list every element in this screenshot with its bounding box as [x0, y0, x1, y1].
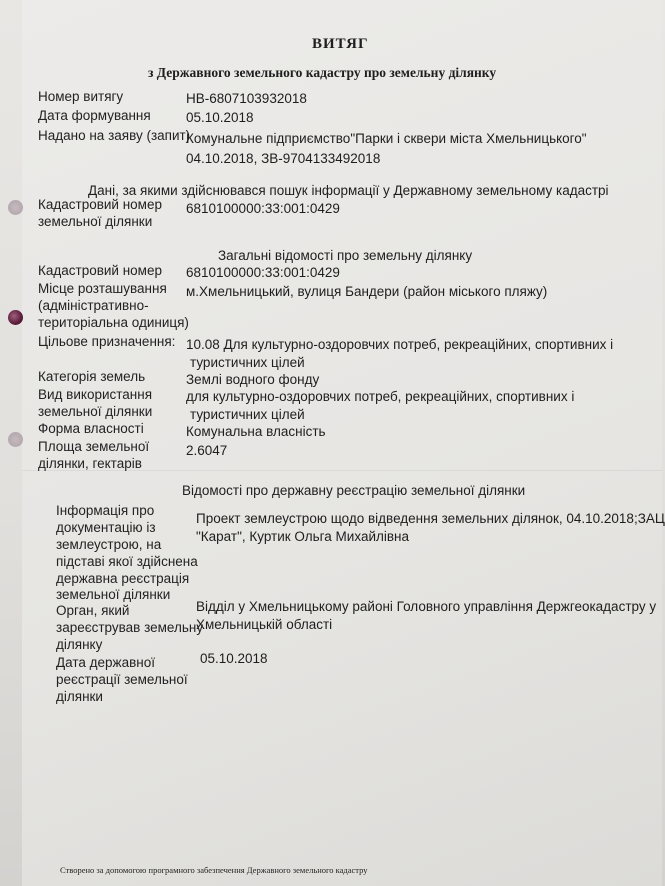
- doc-label-1: Інформація про: [56, 503, 155, 518]
- punch-hole-upper: [8, 200, 23, 215]
- extract-number-value: НВ-6807103932018: [186, 91, 307, 106]
- doc-label-3: землеустрою, на: [56, 537, 162, 552]
- location-label-1: Місце розташування: [38, 281, 167, 296]
- search-cadastral-label-2: земельної ділянки: [38, 214, 153, 229]
- land-category-label: Категорія земель: [38, 369, 146, 384]
- land-use-label-2: земельної ділянки: [38, 404, 153, 419]
- purpose-value-1: 10.08 Для культурно-оздоровчих потреб, рекреаційних, спортивних і: [186, 337, 614, 352]
- cadastral-number-value: 6810100000:33:001:0429: [186, 265, 340, 280]
- extract-number-label: Номер витягу: [38, 89, 124, 104]
- doc-value-1: Проект землеустрою щодо відведення земельних ділянок, 04.10.2018;ЗАЦ: [196, 511, 665, 526]
- general-heading: Загальні відомості про земельну ділянку: [218, 248, 473, 263]
- organ-label-2: зареєстрував земельну: [56, 620, 204, 635]
- ownership-label: Форма власності: [38, 421, 144, 436]
- organ-label-1: Орган, який: [56, 603, 130, 618]
- purpose-value-2: туристичних цілей: [190, 355, 305, 370]
- reg-date-label-2: реєстрації земельної: [56, 672, 188, 687]
- reg-date-label-1: Дата державної: [56, 655, 155, 670]
- punch-hole-middle: [8, 310, 23, 325]
- location-value: м.Хмельницький, вулиця Бандери (район міського пляжу): [186, 284, 548, 299]
- request-value: Комунальне підприємство"Парки і сквери міста Хмельницького": [186, 131, 587, 146]
- organ-value-2: Хмельницькій області: [196, 617, 333, 632]
- location-label-2: (адміністративно-: [38, 298, 149, 313]
- reg-date-value: 05.10.2018: [200, 651, 268, 666]
- ownership-value: Комунальна власність: [186, 424, 326, 439]
- punch-hole-lower: [8, 432, 23, 447]
- search-heading: Дані, за якими здійснювався пошук інформації у Державному земельному кадастрі: [88, 183, 609, 198]
- organ-label-3: ділянку: [56, 637, 103, 652]
- search-cadastral-label-1: Кадастровий номер: [38, 197, 162, 212]
- document-subtitle: з Державного земельного кадастру про земельну ділянку: [148, 65, 497, 80]
- doc-value-2: "Карат", Куртик Ольга Михайлівна: [196, 529, 410, 544]
- formation-date-value: 05.10.2018: [186, 110, 254, 125]
- area-label-1: Площа земельної: [38, 439, 150, 454]
- doc-label-6: земельної ділянки: [56, 587, 171, 602]
- formation-date-label: Дата формування: [38, 108, 151, 123]
- request-label: Надано на заяву (запит): [38, 128, 191, 143]
- doc-label-2: документацію із: [56, 520, 156, 535]
- location-label-3: територіальна одиниця): [38, 315, 189, 330]
- land-use-value-2: туристичних цілей: [190, 407, 305, 422]
- purpose-label: Цільове призначення:: [38, 334, 176, 349]
- request-value-date: 04.10.2018, ЗВ-9704133492018: [186, 151, 381, 166]
- land-use-label-1: Вид використання: [38, 387, 153, 402]
- land-use-value-1: для культурно-оздоровчих потреб, рекреаційних, спортивних і: [186, 389, 575, 404]
- area-value: 2.6047: [186, 443, 228, 458]
- cadastral-number-label: Кадастровий номер: [38, 263, 162, 278]
- doc-label-5: державна реєстрація: [56, 571, 190, 586]
- area-label-2: ділянки, гектарів: [38, 456, 142, 471]
- registration-heading: Відомості про державну реєстрацію земельної ділянки: [182, 483, 526, 498]
- doc-label-4: підставі якої здійснена: [56, 554, 198, 569]
- search-cadastral-value: 6810100000:33:001:0429: [186, 201, 340, 216]
- reg-date-label-3: ділянки: [56, 689, 103, 704]
- document-title: ВИТЯГ: [312, 36, 369, 52]
- land-category-value: Землі водного фонду: [186, 372, 320, 387]
- organ-value-1: Відділ у Хмельницькому районі Головного управління Держгеокадастру у: [196, 599, 657, 614]
- footer-note: Створено за допомогою програмного забезпечення Державного земельного кадастру: [60, 865, 368, 875]
